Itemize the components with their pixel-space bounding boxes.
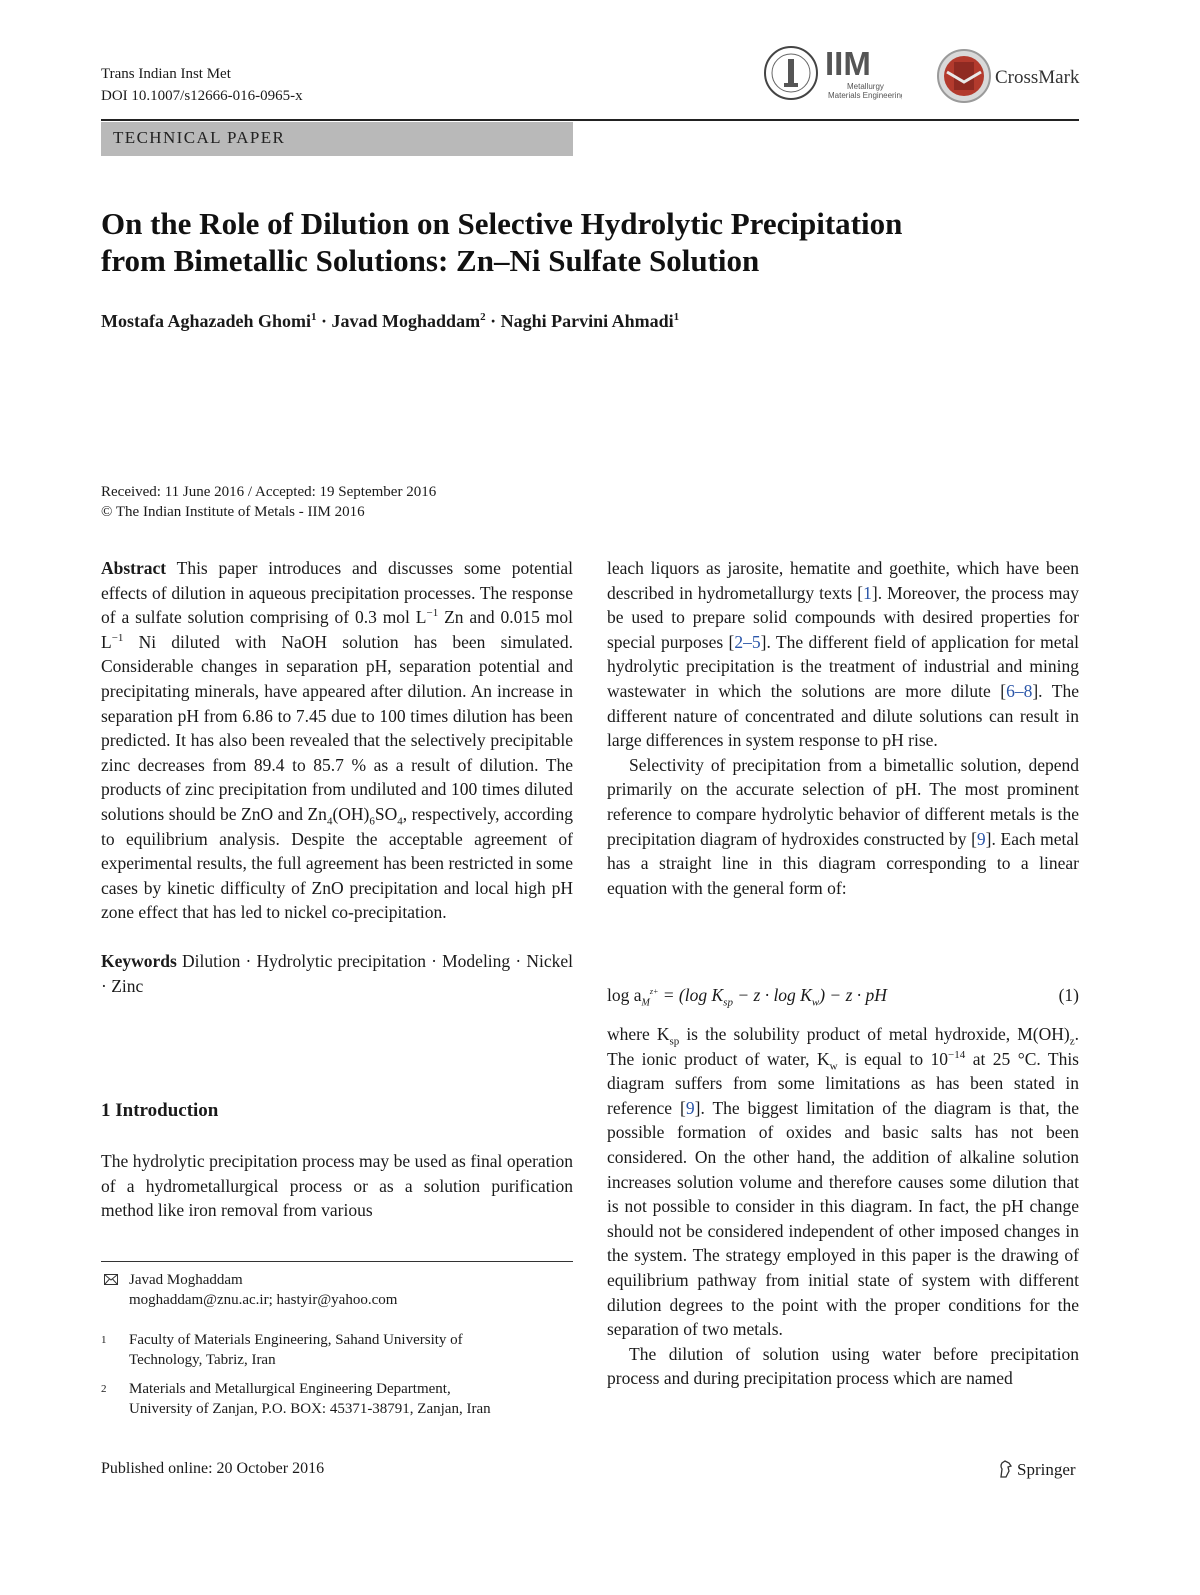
title-line-1: On the Role of Dilution on Selective Hydrolytic Precipitation [101, 206, 903, 241]
header-rule [101, 119, 1079, 121]
abstract-text: This paper introduces and discusses some potential effects of dilution in aqueous precipitation processes. The response of a sulfate solution comprising of 0.3 mol L [101, 558, 573, 628]
title-line-2: from Bimetallic Solutions: Zn–Ni Sulfate Solution [101, 243, 760, 278]
section-label: TECHNICAL PAPER [113, 128, 286, 147]
correspondence-emails[interactable]: moghaddam@znu.ac.ir; hastyir@yahoo.com [129, 1292, 398, 1308]
journal-name: Trans Indian Inst Met [101, 66, 231, 82]
envelope-icon [104, 1271, 118, 1291]
formula-subscript: sp [669, 1035, 680, 1048]
body-text: at 25 °C. This diagram suffers from some limitations as has been stated in reference [ [607, 1048, 1079, 1118]
affiliation-1 [129, 1330, 463, 1370]
correspondence-name: Javad Moghaddam [129, 1272, 243, 1288]
author-name[interactable]: Javad Moghaddam [331, 311, 481, 331]
correspondence [129, 1270, 397, 1310]
citation-link[interactable]: 9 [685, 1097, 695, 1118]
eq-part: M [641, 997, 650, 1009]
paragraph [607, 556, 1079, 753]
keywords [101, 949, 573, 998]
crossmark-logo[interactable] [937, 48, 1082, 104]
intro-paragraph [101, 1149, 573, 1223]
abstract-text: Zn and 0.015 mol L [101, 607, 573, 652]
right-column-bottom [607, 1022, 1079, 1391]
unit-exponent: −1 [111, 631, 124, 644]
eq-part: sp [723, 996, 733, 1009]
body-text: ]. Moreover, the process may be used to prepare solid compounds with desired properties for special purposes [ [607, 582, 1079, 652]
abstract [101, 556, 573, 925]
received-accepted-dates: Received: 11 June 2016 / Accepted: 19 September 2016 [101, 484, 437, 500]
left-column [101, 556, 573, 998]
springer-horse-icon [998, 1460, 1013, 1483]
doi[interactable]: DOI 10.1007/s12666-016-0965-x [101, 88, 303, 104]
author-affiliation: 1 [673, 311, 680, 323]
intro-text: The hydrolytic precipitation process may be used as final operation of a hydrometallurgical process or as a solution purification method like iron removal from various [101, 1151, 573, 1221]
abstract-text: SO [374, 803, 398, 824]
article-meta [101, 482, 436, 522]
body-text: where K [607, 1024, 670, 1044]
body-text: Selectivity of precipitation from a bimetallic solution, depend primarily on the accurate selection of pH. The most prominent reference to compare hydrolytic behavior of different metals is the precipitation diagram of hydroxides constructed by [ [607, 754, 1079, 849]
unit-exponent: −1 [426, 607, 439, 620]
section-label-band [101, 122, 573, 156]
paragraph [607, 1022, 1079, 1342]
affiliation-2 [129, 1379, 491, 1419]
formula-subscript: 6 [369, 815, 375, 828]
equation-1 [607, 985, 1079, 1009]
author-affiliation: 1 [311, 311, 317, 323]
iim-line2: Materials Engineering [828, 91, 902, 100]
published-date: Published online: 20 October 2016 [101, 1460, 325, 1477]
citation-link[interactable]: 2–5 [734, 631, 761, 652]
body-text: is equal to 10 [837, 1048, 949, 1069]
author-name[interactable]: Naghi Parvini Ahmadi [500, 311, 674, 331]
body-text: leach liquors as jarosite, hematite and goethite, which have been described in hydrometallurgy texts [ [607, 558, 1079, 603]
abstract-label: Abstract [101, 558, 167, 578]
iim-logo [762, 43, 902, 103]
equation-number: (1) [1058, 985, 1079, 1005]
body-text: is the solubility product of metal hydroxide, M(OH) [679, 1024, 1070, 1044]
eq-part: ) − z · pH [819, 985, 887, 1005]
publisher [998, 1460, 1076, 1483]
citation-link[interactable]: 9 [976, 828, 986, 849]
citation-link[interactable]: 1 [863, 582, 872, 603]
formula-subscript: 4 [397, 815, 403, 828]
page-title [101, 205, 1001, 279]
eq-part: w [811, 996, 820, 1009]
keywords-label: Keywords [101, 950, 177, 971]
author-affiliation: 2 [480, 311, 486, 323]
publisher-name: Springer [1017, 1460, 1076, 1479]
eq-part: = (log K [658, 985, 724, 1005]
eq-part: − z · log K [732, 985, 812, 1005]
iim-big-text: IIM [825, 45, 871, 82]
author-separator: · [316, 311, 332, 331]
footnote-rule [101, 1261, 573, 1262]
body-text: . The ionic product of water, K [607, 1024, 1080, 1069]
eq-part: z+ [649, 987, 659, 997]
author-name[interactable]: Mostafa Aghazadeh Ghomi [101, 311, 312, 331]
unit-exponent: −14 [948, 1048, 966, 1061]
author-separator: · [485, 311, 501, 331]
right-column-top [607, 556, 1079, 900]
formula-subscript: w [829, 1060, 838, 1073]
affiliation-number: 2 [101, 1383, 107, 1395]
affiliation-line: Materials and Metallurgical Engineering Department, [129, 1381, 451, 1397]
affiliation-line: Faculty of Materials Engineering, Sahand University of [129, 1332, 463, 1348]
paragraph [607, 753, 1079, 901]
citation-link[interactable]: 6–8 [1006, 680, 1033, 701]
abstract-text: Ni diluted with NaOH solution has been simulated. Considerable changes in separation pH, separation potential and precipitating minerals, have appeared after dilution. An increase in separation pH from 6.86 to 7.45 due to 100 times dilution has been predicted. It has also been revealed that the selectively precipitable zinc decreases from 89.4 to 85.7 % as a result of dilution. The products of zinc precipitation from undiluted and 100 times diluted solutions should be ZnO and Zn [101, 631, 573, 824]
crossmark-text: CrossMark [995, 67, 1080, 88]
iim-line1: Metallurgy [847, 82, 884, 91]
eq-part: log a [607, 985, 642, 1005]
formula-subscript: 4 [326, 815, 333, 828]
body-text: ]. Each metal has a straight line in this diagram corresponding to a linear equation with the general form of: [607, 828, 1079, 898]
body-text: ]. The biggest limitation of the diagram is that, the possible formation of oxides and basic salts has not been considered. On the other hand, the addition of alkaline solution increases solution volume and therefore causes some dilution that is not possible to consider in this diagram. In fact, the pH change should not be considered independent of other imposed changes in the system. The strategy employed in this paper is the drawing of equilibrium pathway from initial state of system with different dilution degrees to the point with the proper conditions for the separation of two metals. [607, 1097, 1079, 1340]
paragraph: The dilution of solution using water before precipitation process and during precipitation process which are named [607, 1343, 1079, 1389]
body-text: ]. The different nature of concentrated and dilute solutions can result in large differences in system response to pH rise. [607, 680, 1079, 751]
author-list [101, 311, 679, 332]
abstract-text: , respectively, according to equilibrium analysis. Despite the acceptable agreement of experimental results, the full agreement has been restricted in some cases by kinetic difficulty of ZnO precipitation and local high pH zone effect that has led to nickel co-precipitation. [101, 803, 573, 923]
affiliation-line: Technology, Tabriz, Iran [129, 1352, 276, 1368]
body-text: ]. The different field of application for metal hydrolytic precipitation is the treatment of industrial and mining wastewater in which the solutions are more dilute [ [607, 631, 1079, 701]
abstract-text: (OH) [332, 803, 370, 824]
section-heading-introduction: 1 Introduction [101, 1100, 219, 1121]
copyright: © The Indian Institute of Metals - IIM 2016 [101, 504, 365, 520]
affiliation-number: 1 [101, 1334, 107, 1346]
keywords-text: Dilution · Hydrolytic precipitation · Modeling · Nickel · Zinc [101, 950, 573, 996]
formula-subscript: z [1069, 1035, 1075, 1048]
affiliation-line: University of Zanjan, P.O. BOX: 45371-38791, Zanjan, Iran [129, 1401, 491, 1417]
